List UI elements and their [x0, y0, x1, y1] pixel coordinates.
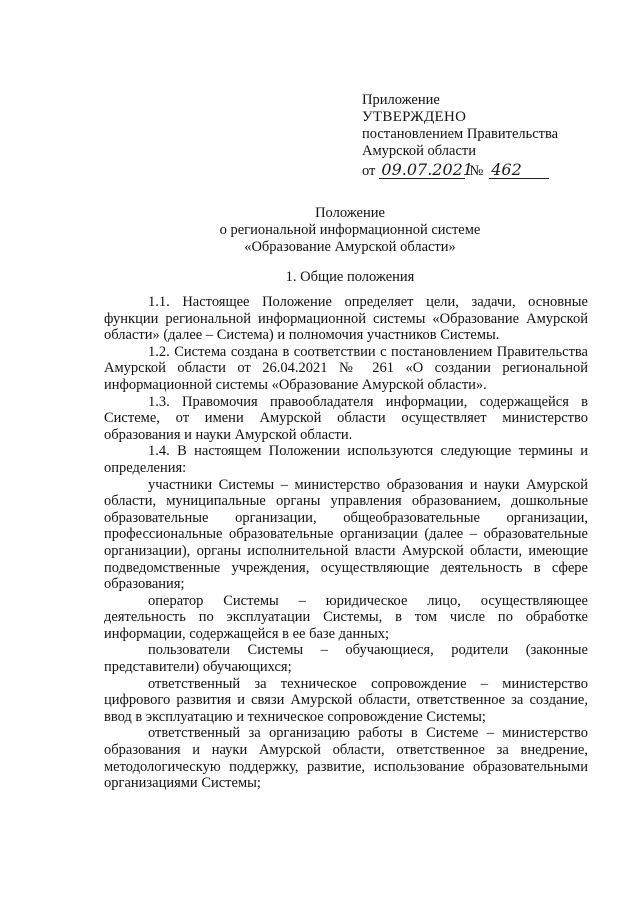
- approval-appendix-label: Приложение: [362, 92, 440, 108]
- approval-region-label: Амурской области: [362, 143, 476, 159]
- definition-technical-support: ответственный за техническое сопровождение – министерство цифрового развития и связи Амурской области, ответственное за создание, ввод в эксплуатацию и техническое сопровождение Системы;: [104, 675, 588, 725]
- paragraph-1-4: 1.4. В настоящем Положении используются следующие термины и определения:: [104, 443, 588, 476]
- approval-from-label: от: [362, 163, 376, 179]
- approval-decree-label: постановлением Правительства: [362, 126, 559, 142]
- document-body: [104, 294, 588, 792]
- definition-work-organization: ответственный за организацию работы в Системе – министерство образования и науки Амурской области, ответственное за внедрение, методологическую поддержку, развитие, использование образовательными организациями Системы;: [104, 725, 588, 792]
- handwritten-number: 462: [489, 162, 549, 179]
- section-heading: 1. Общие положения: [285, 269, 415, 285]
- handwritten-date: 09.07.2021: [381, 160, 474, 179]
- approval-block: [362, 92, 602, 180]
- approval-date-number-line: [362, 162, 602, 180]
- definition-participants: участники Системы – министерство образования и науки Амурской области, муниципальные органы управления образованием, дошкольные образовательные организации, общеобразовательные организации, профессиональные образовательные организации (далее – образовательные организации), органы исполнительной власти Амурской области, имеющие подведомственные учреждения, осуществляющие деятельность в сфере образования;: [104, 476, 588, 593]
- document-subtitle-line-2: «Образование Амурской области»: [244, 239, 456, 255]
- document-subtitle-line-1: о региональной информационной системе: [219, 222, 481, 238]
- approval-number-label: №: [469, 163, 484, 179]
- paragraph-1-2: 1.2. Система создана в соответствии с постановлением Правительства Амурской области от 26.04.2021 № 261 «О создании региональной информационной системы «Образование Амурской области».: [104, 343, 588, 393]
- document-title: Положение: [315, 205, 385, 221]
- definition-users: пользователи Системы – обучающиеся, родители (законные представители) обучающихся;: [104, 642, 588, 676]
- definition-operator: оператор Системы – юридическое лицо, осуществляющее деятельность по эксплуатации Системы, в том числе по обработке информации, содержащейся в ее базе данных;: [104, 592, 588, 642]
- approval-approved-label: УТВЕРЖДЕНО: [362, 109, 467, 125]
- paragraph-1-1: 1.1. Настоящее Положение определяет цели, задачи, основные функции региональной информационной системы «Образование Амурской области» (далее – Система) и полномочия участников Системы.: [104, 294, 588, 344]
- paragraph-1-3: 1.3. Правомочия правообладателя информации, содержащейся в Системе, от имени Амурской области осуществляет министерство образования и науки Амурской области.: [104, 393, 588, 443]
